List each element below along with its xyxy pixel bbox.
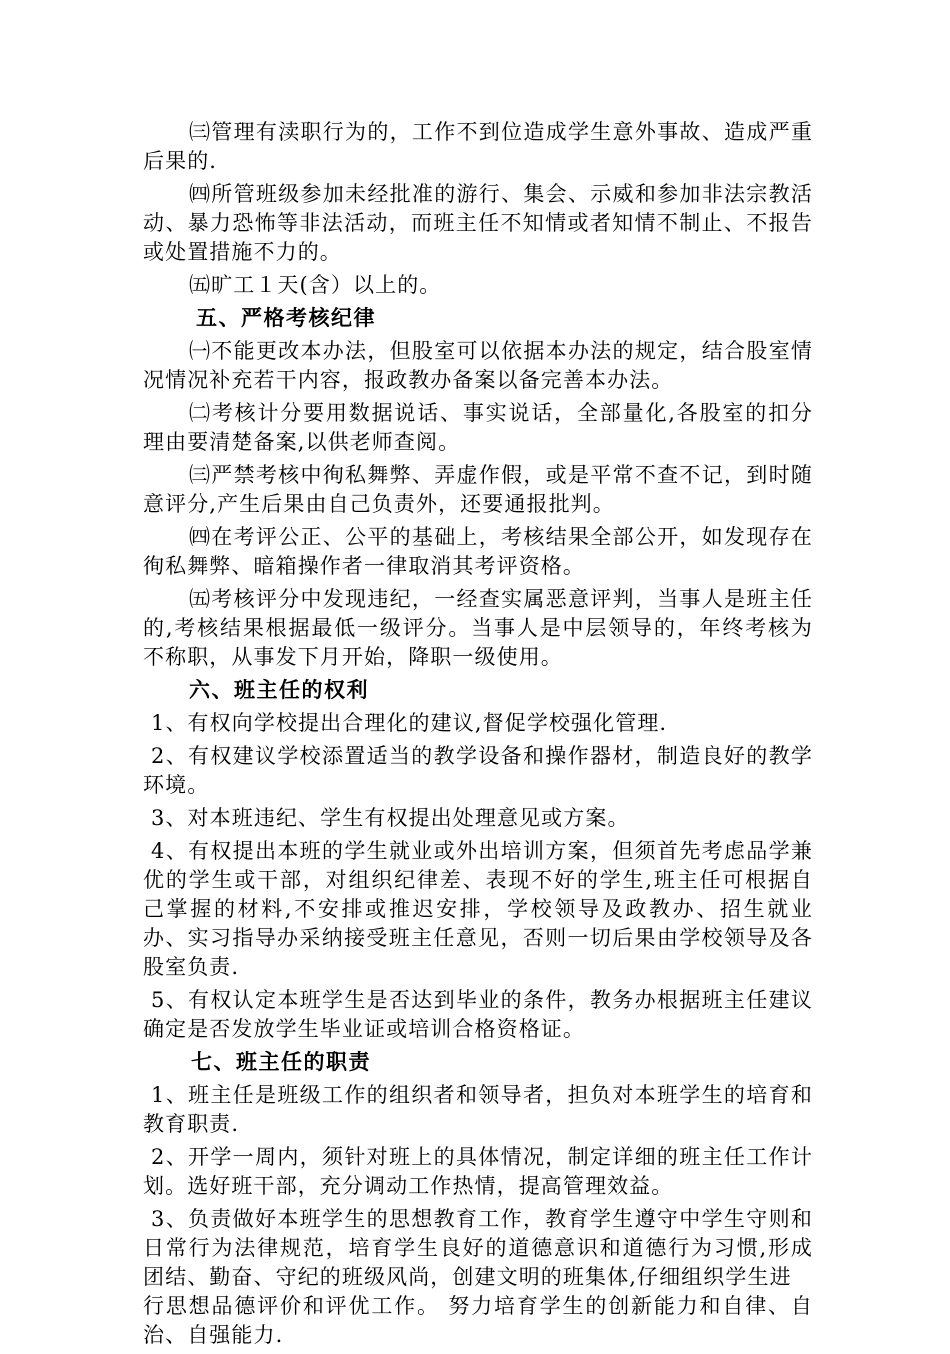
paragraph: 行思想品德评价和评优工作。 努力培育学生的创新能力和自律、自治、自强能力. <box>143 1294 813 1347</box>
paragraph: 3、负责做好本班学生的思想教育工作，教育学生遵守中学生守则和日常行为法律规范，培育学生良好的道德意识和道德行为习惯,形成团结、勤奋、守纪的班级风尚，创建文明的班集体,仔细组织学生进 <box>143 1207 813 1289</box>
paragraph: ㈠不能更改本办法，但股室可以依据本办法的规定，结合股室情况情况补充若干内容，报政教办备案以备完善本办法。 <box>143 339 813 392</box>
paragraph: ㈢管理有渎职行为的，工作不到位造成学生意外事故、造成严重后果的. <box>143 120 813 173</box>
paragraph: 2、有权建议学校添置适当的教学设备和操作器材，制造良好的教学环境。 <box>143 744 813 797</box>
paragraph: ㈤考核评分中发现违纪，一经查实属恶意评判，当事人是班主任的,考核结果根据最低一级评分。当事人是中层领导的，年终考核为不称职，从事发下月开始，降职一级使用。 <box>143 587 813 669</box>
section-heading: 七、班主任的职责 <box>191 1050 371 1074</box>
paragraph: ㈢严禁考核中徇私舞弊、弄虚作假，或是平常不查不记，到时随意评分,产生后果由自己负责外，还要通报批判。 <box>143 463 813 516</box>
paragraph: ㈣在考评公正、公平的基础上，考核结果全部公开，如发现存在徇私舞弊、暗箱操作者一律取消其考评资格。 <box>143 525 813 578</box>
paragraph: 5、有权认定本班学生是否达到毕业的条件，教务办根据班主任建议确定是否发放学生毕业证或培训合格资格证。 <box>143 988 813 1041</box>
paragraph: 2、开学一周内，须针对班上的具体情况，制定详细的班主任工作计划。选好班干部，充分调动工作热情，提高管理效益。 <box>143 1145 813 1198</box>
section-heading: 六、班主任的权利 <box>189 678 369 702</box>
paragraph: 3、对本班违纪、学生有权提出处理意见或方案。 <box>151 806 630 830</box>
document-body <box>143 118 813 1354</box>
paragraph: ㈡考核计分要用数据说话、事实说话，全部量化,各股室的扣分理由要清楚备案,以供老师查阅。 <box>143 401 813 454</box>
paragraph: 1、有权向学校提出合理化的建议,督促学校强化管理. <box>151 711 668 735</box>
paragraph: 4、有权提出本班的学生就业或外出培训方案，但须首先考虑品学兼优的学生或干部，对组织纪律差、表现不好的学生,班主任可根据自己掌握的材料,不安排或推迟安排，学校领导及政教办、招生就业办、实习指导办采纳接受班主任意见，否则一切后果由学校领导及各股室负责. <box>143 839 813 979</box>
paragraph: 1、班主任是班级工作的组织者和领导者，担负对本班学生的培育和教育职责. <box>143 1083 813 1136</box>
paragraph: ㈤旷工１天(含）以上的。 <box>189 273 442 297</box>
paragraph: ㈣所管班级参加未经批准的游行、集会、示威和参加非法宗教活动、暴力恐怖等非法活动，而班主任不知情或者知情不制止、不报告或处置措施不力的。 <box>143 182 813 264</box>
section-heading: 五、严格考核纪律 <box>196 306 376 330</box>
